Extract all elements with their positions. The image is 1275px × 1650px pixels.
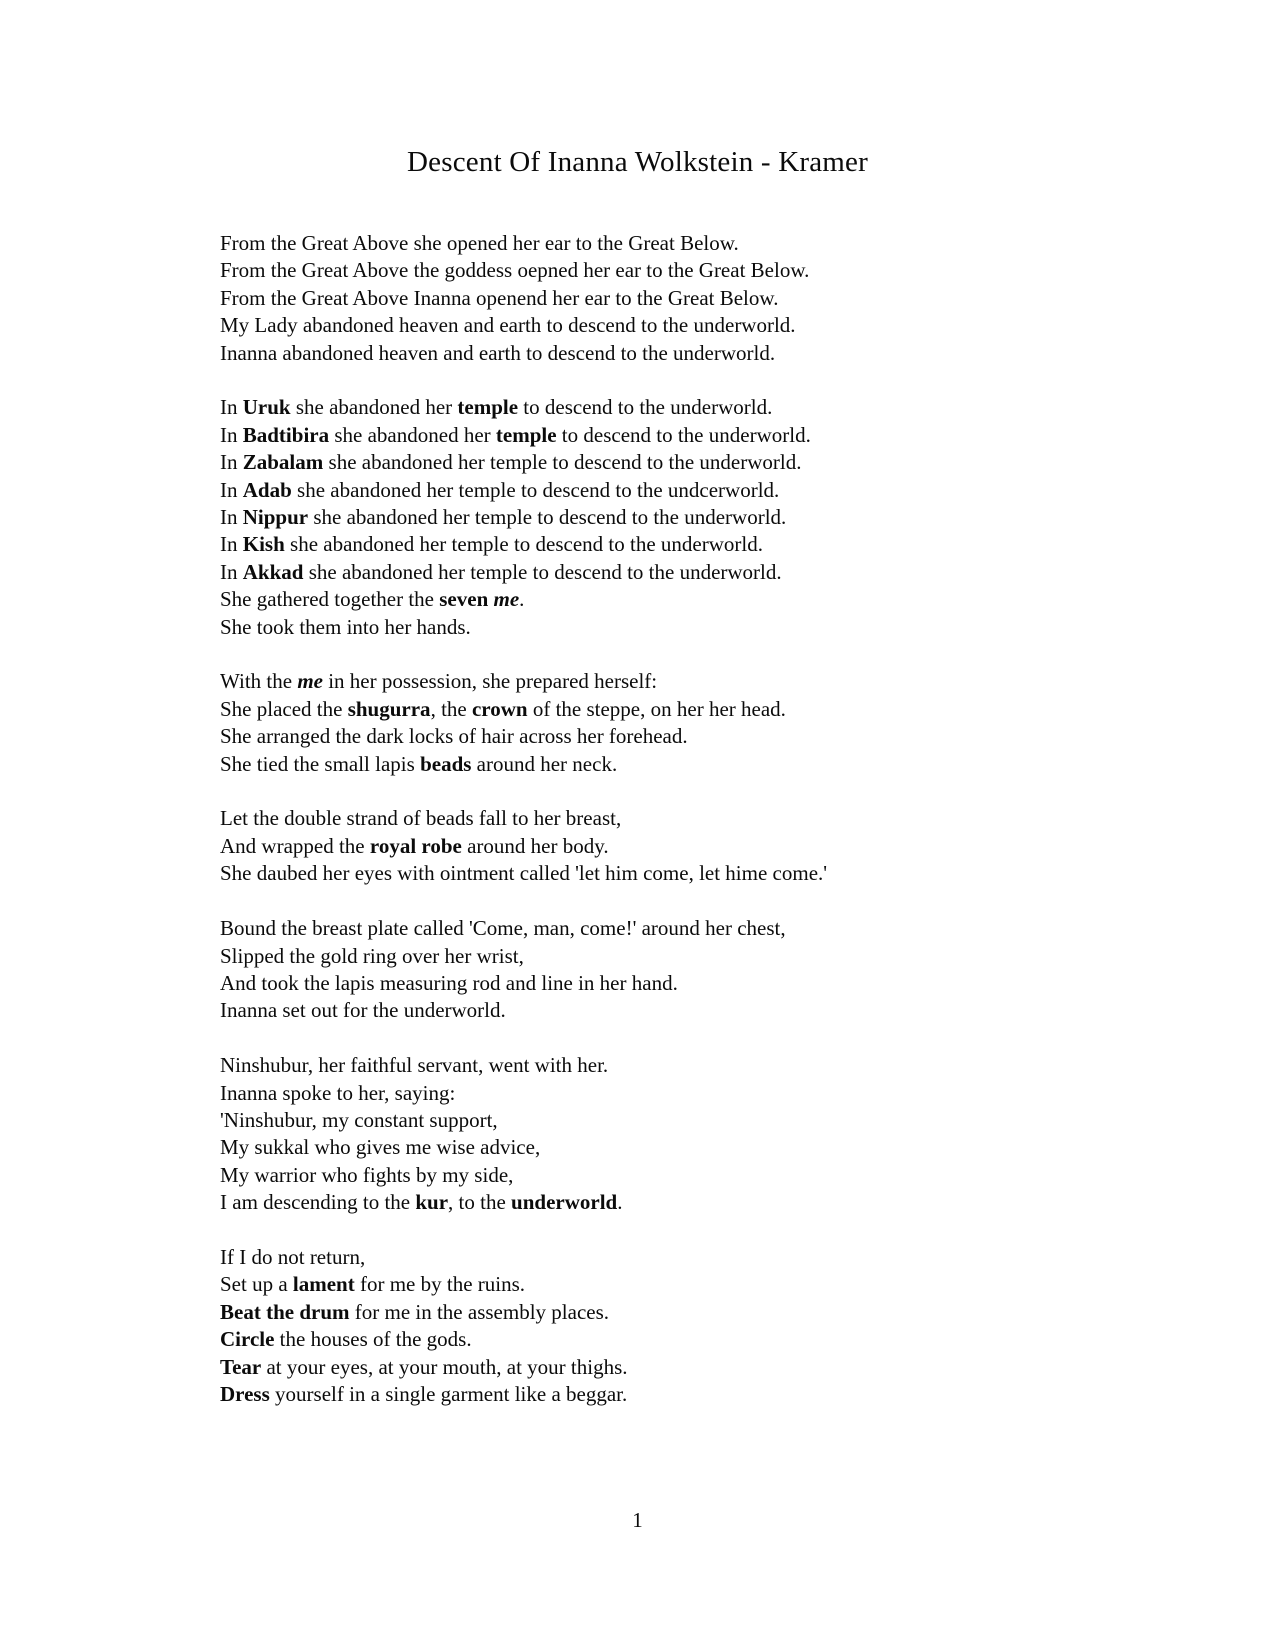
poem-line [220,230,1215,257]
poem-line [220,1299,1215,1326]
text-segment: From the Great Above the goddess oepned her ear to the Great Below. [220,258,810,283]
poem-line [220,340,1215,367]
text-segment: Bound the breast plate called 'Come, man, come!' around her chest, [220,916,786,941]
text-segment: Ninshubur, her faithful servant, went with her. [220,1053,609,1078]
text-segment: yourself in a single garment like a beggar. [269,1381,628,1406]
poem-line [220,559,1215,586]
text-segment: me [493,587,520,612]
text-segment: In [220,450,243,475]
text-segment: for me in the assembly places. [349,1299,610,1324]
text-segment: If I do not return, [220,1244,366,1269]
text-segment: she abandoned her [329,422,496,447]
text-segment: Inanna abandoned heaven and earth to descend to the underworld. [220,340,776,365]
text-segment: Uruk [242,395,291,420]
text-segment: beads [420,751,472,776]
stanza [220,230,1215,367]
text-segment: around her body. [461,833,609,858]
text-segment: . [519,587,525,612]
text-segment: And wrapped the [220,833,370,858]
text-segment: She gathered together the [220,587,440,612]
text-segment: Adab [242,477,292,502]
text-segment: Circle [220,1327,275,1352]
text-segment: Let the double strand of beads fall to her breast, [220,806,622,831]
stanza [220,668,1215,778]
poem-line [220,805,1215,832]
poem-line [220,668,1215,695]
text-segment: kur [415,1190,449,1215]
text-segment: me [297,669,323,694]
poem-line [220,1052,1215,1079]
poem-body [220,230,1215,1436]
text-segment: to descend to the underworld. [556,422,811,447]
text-segment: She tied the small lapis [220,751,421,776]
text-segment: of the steppe, on her her head. [527,696,786,721]
poem-line [220,1107,1215,1134]
poem-line [220,696,1215,723]
text-segment: In [220,559,243,584]
text-segment: My Lady abandoned heaven and earth to descend to the underworld. [220,313,796,338]
poem-line [220,1326,1215,1353]
text-segment: Tear [220,1354,262,1379]
text-segment: My sukkal who gives me wise advice, [220,1135,541,1160]
text-segment: Inanna spoke to her, saying: [220,1080,456,1105]
stanza [220,915,1215,1025]
text-segment: Badtibira [242,422,330,447]
text-segment: seven [439,587,489,612]
text-segment: in her possession, she prepared herself: [322,669,658,694]
poem-line [220,751,1215,778]
text-segment: In [220,505,243,530]
text-segment: crown [471,696,528,721]
text-segment: Akkad [242,559,304,584]
text-segment: She daubed her eyes with ointment called 'let him come, let hime come.' [220,861,828,886]
poem-line [220,394,1215,421]
poem-line [220,1271,1215,1298]
poem-line [220,1134,1215,1161]
text-segment: the houses of the gods. [274,1327,472,1352]
poem-line [220,723,1215,750]
stanza [220,1244,1215,1408]
text-segment: She arranged the dark locks of hair across her forehead. [220,724,688,749]
text-segment: 'Ninshubur, my constant support, [220,1107,498,1132]
text-segment: She placed the [220,696,348,721]
text-segment: My warrior who fights by my side, [220,1162,514,1187]
text-segment: She took them into her hands. [220,614,471,639]
poem-line [220,285,1215,312]
text-segment: From the Great Above Inanna openend her ear to the Great Below. [220,285,779,310]
poem-line [220,1244,1215,1271]
text-segment: she abandoned her [290,395,458,420]
text-segment: Slipped the gold ring over her wrist, [220,943,524,968]
text-segment: she abandoned her temple to descend to the undcerworld. [291,477,780,502]
text-segment: shugurra [347,696,431,721]
text-segment: In [220,532,243,557]
text-segment: Kish [242,532,285,557]
text-segment: In [220,477,243,502]
text-segment: she abandoned her temple to descend to the underworld. [308,505,787,530]
stanza [220,1052,1215,1216]
text-segment: for me by the ruins. [354,1272,526,1297]
poem-line [220,997,1215,1024]
text-segment: Dress [220,1381,270,1406]
text-segment: , the [430,696,472,721]
text-segment: I am descending to the [220,1190,416,1215]
text-segment: lament [292,1272,355,1297]
text-segment: temple [495,422,557,447]
poem-line [220,1354,1215,1381]
poem-line [220,915,1215,942]
text-segment: Beat the drum [220,1299,350,1324]
text-segment: From the Great Above she opened her ear to the Great Below. [220,231,739,255]
text-segment: temple [457,395,519,420]
stanza [220,394,1215,641]
poem-line [220,449,1215,476]
text-segment: , to the [448,1190,512,1215]
text-segment: at your eyes, at your mouth, at your thighs. [261,1354,628,1379]
text-segment: With the [220,669,298,694]
page-number: 1 [632,1508,643,1532]
text-segment: to descend to the underworld. [518,395,773,420]
text-segment: underworld [511,1190,618,1215]
poem-line [220,614,1215,641]
poem-line [220,1162,1215,1189]
text-segment: And took the lapis measuring rod and line in her hand. [220,970,678,995]
poem-line [220,970,1215,997]
poem-line [220,943,1215,970]
poem-line [220,257,1215,284]
text-segment: Set up a [220,1272,293,1297]
poem-line [220,312,1215,339]
poem-line [220,833,1215,860]
text-segment: royal robe [369,833,462,858]
poem-line [220,477,1215,504]
text-segment: she abandoned her temple to descend to the underworld. [323,450,802,475]
text-segment: In [220,422,243,447]
text-segment: she abandoned her temple to descend to the underworld. [303,559,782,584]
text-segment: Zabalam [242,450,324,475]
poem-line [220,504,1215,531]
text-segment: Nippur [242,505,309,530]
text-segment: she abandoned her temple to descend to the underworld. [284,532,763,557]
text-segment: In [220,395,243,420]
stanza [220,805,1215,887]
poem-line [220,1381,1215,1408]
poem-line [220,1080,1215,1107]
poem-line [220,1189,1215,1216]
text-segment: Inanna set out for the underworld. [220,998,506,1023]
poem-line [220,860,1215,887]
poem-line [220,422,1215,449]
text-segment: . [617,1190,623,1215]
poem-line [220,531,1215,558]
document-title: Descent Of Inanna Wolkstein - Kramer [407,146,868,178]
text-segment: around her neck. [471,751,618,776]
poem-line [220,586,1215,613]
